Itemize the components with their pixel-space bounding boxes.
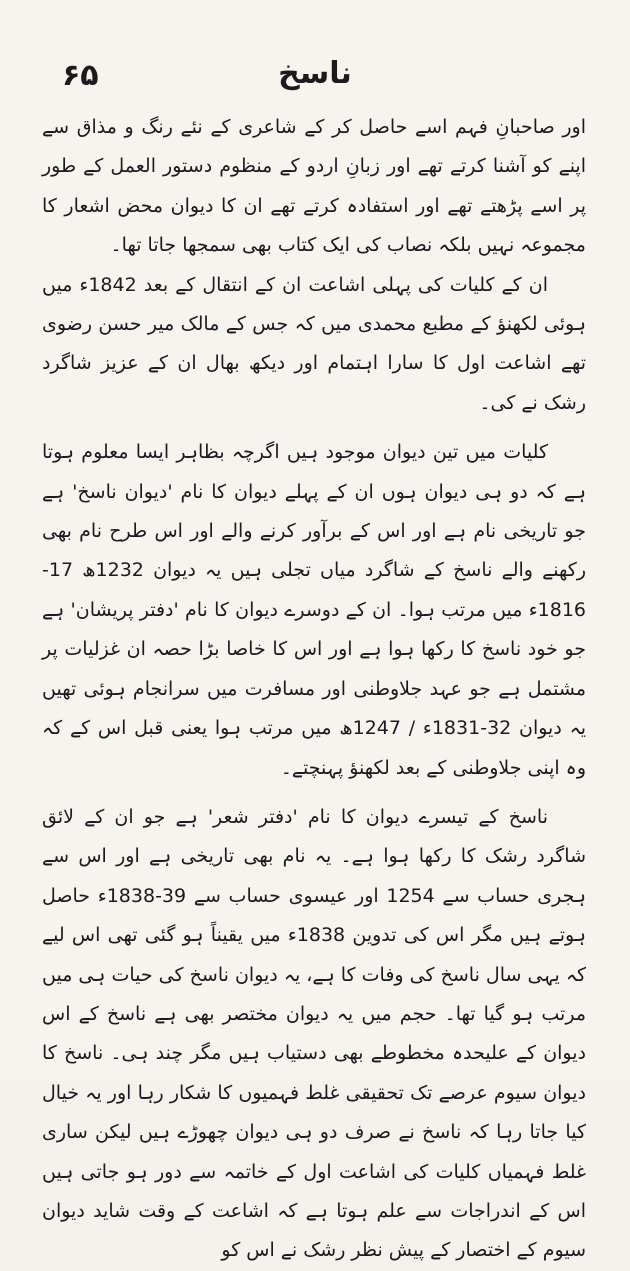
paragraph: کلیات میں تین دیوان موجود ہیں اگرچہ بظاہر ایسا معلوم ہوتا ہے کہ دو ہی دیوان ہوں ان کے پہلے دیوان کا نام 'دیوان ناسخ' ہے جو تاریخی نام ہے اور اس کے برآور کرنے والے اور اس طرح نام بھی رکھنے والے ناسخ کے شاگرد میاں تجلی ہیں یہ دیوان 1232ھ 17-1816ء میں مرتب ہوا۔ ان کے دوسرے دیوان کا نام 'دفتر پریشان' ہے جو خود ناسخ کا رکھا ہوا ہے اور اس کا خاصا بڑا حصہ ان غزلیات پر مشتمل ہے جو عہد جلاوطنی اور مسافرت میں سرانجام ہوئی تھیں یہ دیوان 32-1831ء / 1247ھ میں مرتب ہوا یعنی قبل اس کے کہ وہ اپنی جلاوطنی کے بعد لکھنؤ پہنچتے۔: [42, 441, 587, 779]
body-text: [42, 108, 586, 1271]
paragraph: ان کے کلیات کی پہلی اشاعت ان کے انتقال کے بعد 1842ء میں ہوئی لکھنؤ کے مطبع محمدی میں کہ جس کے مالک میر حسن رضوی تھے اشاعت اول کا سارا اہتمام اور دیکھ بھال ان کے عزیز شاگرد رشک نے کی۔: [42, 273, 586, 414]
running-title: ناسخ: [278, 56, 352, 91]
paragraph: اور صاحبانِ فہم اسے حاصل کر کے شاعری کے نئے رنگ و مذاق سے اپنے کو آشنا کرتے تھے اور زبانِ اردو کے منظوم دستور العمل کے طور پر اسے پڑھتے تھے اور استفادہ کرتے تھے ان کا دیوان محض اشعار کا مجموعہ نہیں بلکہ نصاب کی ایک کتاب بھی سمجھا جاتا تھا۔: [42, 116, 586, 257]
paragraph: ناسخ کے تیسرے دیوان کا نام 'دفتر شعر' ہے جو ان کے لائق شاگرد رشک کا رکھا ہوا ہے۔ یہ نام بھی تاریخی ہے اور اس سے ہجری حساب سے 1254 اور عیسوی حساب سے 39-1838ء حاصل ہوتے ہیں مگر اس کی تدوین 1838ء میں یقیناً ہو گئی تھی اس لیے کہ یہی سال ناسخ کی وفات کا ہے، یہ دیوان ناسخ کی حیات ہی میں مرتب ہو گیا تھا۔ حجم میں یہ دیوان مختصر بھی ہے ناسخ کے اس دیوان کے علیحدہ مخطوطے بھی دستیاب ہیں مگر چند ہی۔ ناسخ کا دیوان سیوم عرصے تک تحقیقی غلط فہمیوں کا شکار رہا اور یہ خیال کیا جاتا رہا کہ ناسخ نے صرف دو ہی دیوان چھوڑے ہیں لیکن ساری غلط فہمیاں کلیات کی اشاعت اول کے خاتمہ سے دور ہو جاتی ہیں اس کے اندراجات سے علم ہوتا ہے کہ اشاعت کے وقت شاید دیوان سیوم کے اختصار کے پیش نظر رشک نے اس کو: [42, 805, 587, 1262]
page-number: ۶۵: [62, 58, 99, 93]
